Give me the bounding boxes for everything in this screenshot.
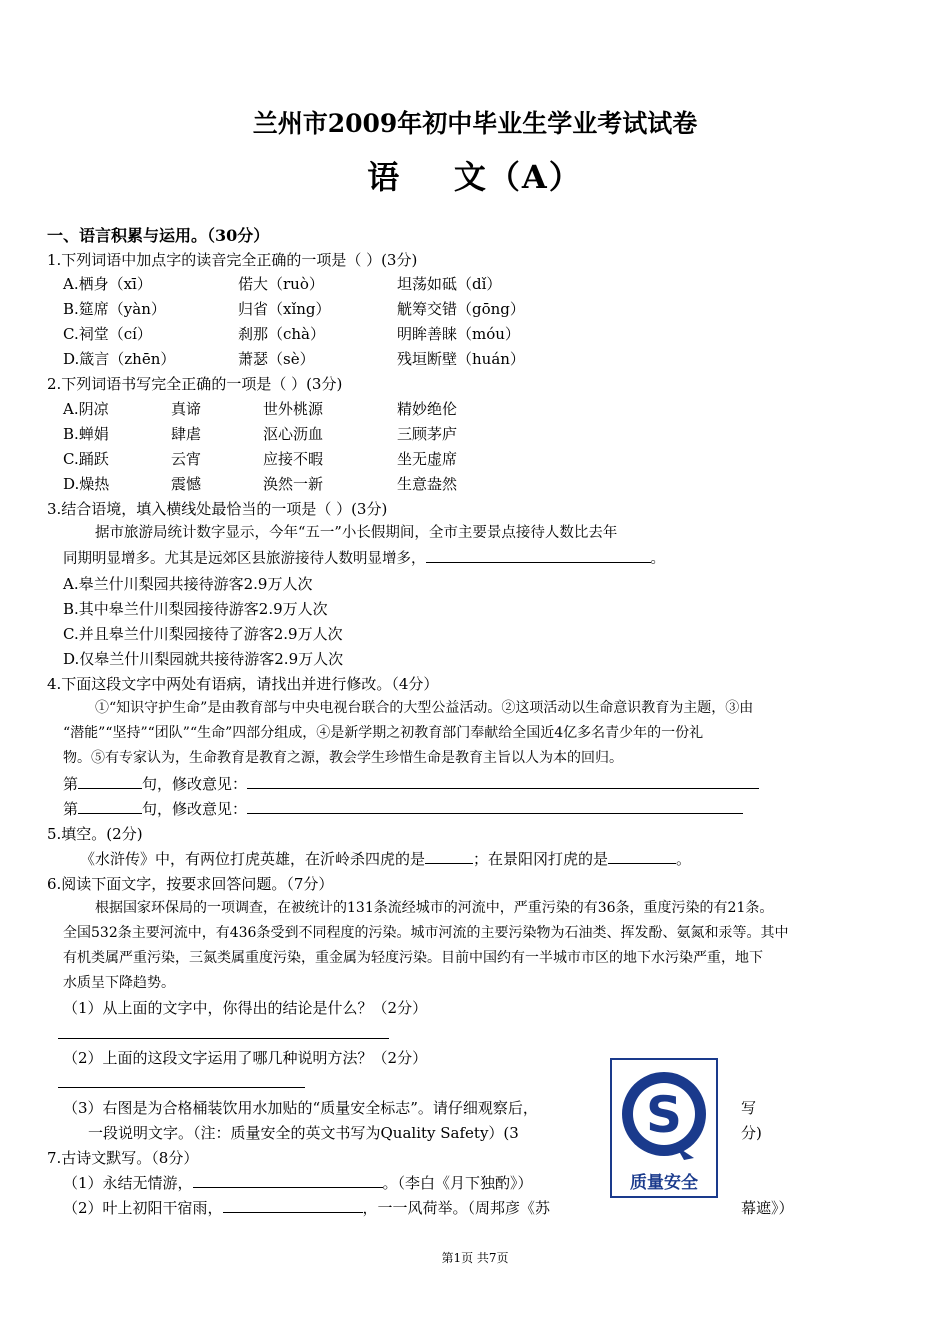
- q1-option-a-2: 偌大（ruò）: [238, 275, 324, 293]
- q6-answer-line-1[interactable]: [58, 1038, 389, 1039]
- quality-safety-icon: [610, 1058, 718, 1198]
- logo-caption: 质量安全: [630, 1173, 698, 1193]
- q3-passage-end: 。: [650, 551, 665, 567]
- q1-option-a-3: 坦荡如砥（dǐ）: [397, 275, 502, 293]
- q4-stem: 4.下面这段文字中两处有语病，请找出并进行修改。（4分）: [47, 675, 439, 693]
- q1-option-d-3: 残垣断壁（huán）: [397, 350, 525, 368]
- q2-option-c-2: 云宵: [171, 450, 202, 468]
- q4-revision-blank-1[interactable]: [247, 772, 759, 789]
- q7-line-1: [63, 1171, 533, 1195]
- q2-option-a-2: 真谛: [171, 400, 202, 418]
- q1-option-c-3: 明眸善睐（móu）: [397, 325, 520, 343]
- q5-text-a: 《水浒传》中，有两位打虎英雄，在沂岭杀四虎的是: [80, 850, 426, 868]
- section-heading: 一、语言积累与运用。（30分）: [47, 226, 270, 245]
- q2-option-b-3: 沤心沥血: [263, 425, 324, 443]
- q6-sub-question-3-cont: 一段说明文字。（注：质量安全的英文书写为Quality Safety）(3: [88, 1124, 519, 1142]
- q3-passage-text: 同期明显增多。尤其是远郊区县旅游接待人数明显增多，: [63, 551, 426, 567]
- q2-option-a-1: A.阴凉: [63, 400, 109, 418]
- q2-option-b-1: B.蝉娟: [63, 425, 109, 443]
- q2-option-d-3: 涣然一新: [263, 475, 324, 493]
- q7-line-2: [63, 1196, 550, 1220]
- q2-option-b-4: 三顾茅庐: [397, 425, 458, 443]
- q4-answer-1-label: 句，修改意见：: [142, 775, 248, 793]
- q4-passage-line-2: “潜能”“坚持”“团队”“生命”四部分组成，④是新学期之初教育部门奉献给全国近4亿多名青少年的一份礼: [63, 725, 704, 741]
- q3-option-a: A.皋兰什川梨园共接待游客2.9万人次: [63, 575, 313, 593]
- q1-option-b-1: B.筵席（yàn）: [63, 300, 166, 318]
- q4-passage-line-3: 物。⑤有专家认为，生命教育是教育之源，教会学生珍惜生命是教育主旨以人为本的回归。: [63, 750, 623, 766]
- q5-blank-1[interactable]: [425, 847, 473, 864]
- q1-option-c-2: 刹那（chà）: [238, 325, 326, 343]
- logo-letter: S: [645, 1086, 683, 1144]
- q7-line-1-source: 。（李白《月下独酌》）: [382, 1174, 533, 1192]
- q5-blank-2[interactable]: [608, 847, 676, 864]
- q3-stem: 3.结合语境，填入横线处最恰当的一项是（ ）(3分): [47, 500, 388, 518]
- q1-option-b-3: 觥筹交错（gōng）: [397, 300, 525, 318]
- q6-sub-question-3: （3）右图是为合格桶装饮用水加贴的“质量安全标志”。请仔细观察后，: [63, 1099, 538, 1117]
- q7-line-1-text: （1）永结无情游，: [63, 1174, 193, 1192]
- q2-option-d-2: 震憾: [171, 475, 202, 493]
- q3-passage-line-1: 据市旅游局统计数字显示，今年“五一”小长假期间，全市主要景点接待人数比去年: [95, 525, 618, 541]
- q6-answer-line-2[interactable]: [58, 1087, 305, 1088]
- quality-safety-logo: [610, 1058, 718, 1198]
- q1-option-b-2: 归省（xǐng）: [238, 300, 331, 318]
- q6-sub-question-2: （2）上面的这段文字运用了哪几种说明方法？（2分）: [63, 1049, 428, 1067]
- q5-stem: 5.填空。(2分): [47, 825, 143, 843]
- q6-sub-question-1: （1）从上面的文字中，你得出的结论是什么？（2分）: [63, 999, 428, 1017]
- q7-stem: 7.古诗文默写。（8分）: [47, 1149, 199, 1167]
- q7-blank-1[interactable]: [193, 1171, 383, 1188]
- q3-option-d: D.仅皋兰什川梨园就共接待游客2.9万人次: [63, 650, 344, 668]
- q4-sentence-blank-1[interactable]: [78, 772, 142, 789]
- q4-answer-2-prefix: 第: [63, 800, 79, 818]
- q6-passage-line-4: 水质呈下降趋势。: [63, 975, 175, 991]
- q6-passage-line-2: 全国532条主要河流中，有436条受到不同程度的污染。城市河流的主要污染物为石油类、挥发酚、氨氮和汞等。其中: [63, 925, 789, 941]
- q3-answer-blank[interactable]: [426, 546, 651, 563]
- q2-option-d-4: 生意盎然: [397, 475, 458, 493]
- q5-text-c: 。: [676, 850, 692, 868]
- q6-sub-question-3-cont-end: 分): [741, 1124, 762, 1142]
- q3-passage-line-2: [63, 546, 665, 572]
- q1-option-d-2: 萧瑟（sè）: [238, 350, 315, 368]
- q2-option-d-1: D.燥热: [63, 475, 110, 493]
- page-footer: 第1页 共7页: [441, 1251, 509, 1265]
- q4-answer-1: [63, 772, 759, 796]
- q6-passage-line-1: 根据国家环保局的一项调查，在被统计的131条流经城市的河流中，严重污染的有36条，重度污染的有21条。: [95, 900, 774, 916]
- q1-option-d-1: D.箴言（zhēn）: [63, 350, 176, 368]
- q2-option-a-4: 精妙绝伦: [397, 400, 458, 418]
- q2-option-c-3: 应接不暇: [263, 450, 324, 468]
- q7-line-2-source-end: 幕遮》）: [741, 1199, 794, 1217]
- q4-answer-2: [63, 797, 743, 821]
- q4-answer-1-prefix: 第: [63, 775, 79, 793]
- q5-text-b: ；在景阳冈打虎的是: [473, 850, 609, 868]
- q5-question: [80, 847, 691, 871]
- q2-option-c-4: 坐无虚席: [397, 450, 458, 468]
- q4-answer-2-label: 句，修改意见：: [142, 800, 248, 818]
- q7-blank-2[interactable]: [223, 1196, 363, 1213]
- q2-stem: 2.下列词语书写完全正确的一项是（ ）(3分): [47, 375, 343, 393]
- subject-title: 语 文（A）: [367, 158, 583, 196]
- q1-option-a-1: A.栖身（xī）: [63, 275, 152, 293]
- q7-line-2-source: ，一一风荷举。（周邦彦《苏: [362, 1199, 551, 1217]
- q2-option-b-2: 肆虐: [171, 425, 202, 443]
- q3-option-c: C.并且皋兰什川梨园接待了游客2.9万人次: [63, 625, 343, 643]
- exam-title: 兰州市2009年初中毕业生学业考试试卷: [252, 109, 698, 138]
- q6-passage-line-3: 有机类属严重污染，三氮类属重度污染，重金属为轻度污染。目前中国约有一半城市市区的地下水污染严重，地下: [63, 950, 763, 966]
- q4-passage-line-1: ①“知识守护生命”是由教育部与中央电视台联合的大型公益活动。②这项活动以生命意识教育为主题，③由: [95, 700, 754, 716]
- q6-stem: 6.阅读下面文字，按要求回答问题。（7分）: [47, 875, 334, 893]
- q6-sub-question-3-end: 写: [741, 1099, 757, 1117]
- q1-stem: 1.下列词语中加点字的读音完全正确的一项是（ ）(3分): [47, 251, 418, 269]
- q2-option-a-3: 世外桃源: [263, 400, 324, 418]
- q1-option-c-1: C.祠堂（cí）: [63, 325, 152, 343]
- q3-option-b: B.其中皋兰什川梨园接待游客2.9万人次: [63, 600, 328, 618]
- q2-option-c-1: C.踊跃: [63, 450, 109, 468]
- q4-revision-blank-2[interactable]: [247, 797, 743, 814]
- q4-sentence-blank-2[interactable]: [78, 797, 142, 814]
- q7-line-2-text: （2）叶上初阳干宿雨，: [63, 1199, 223, 1217]
